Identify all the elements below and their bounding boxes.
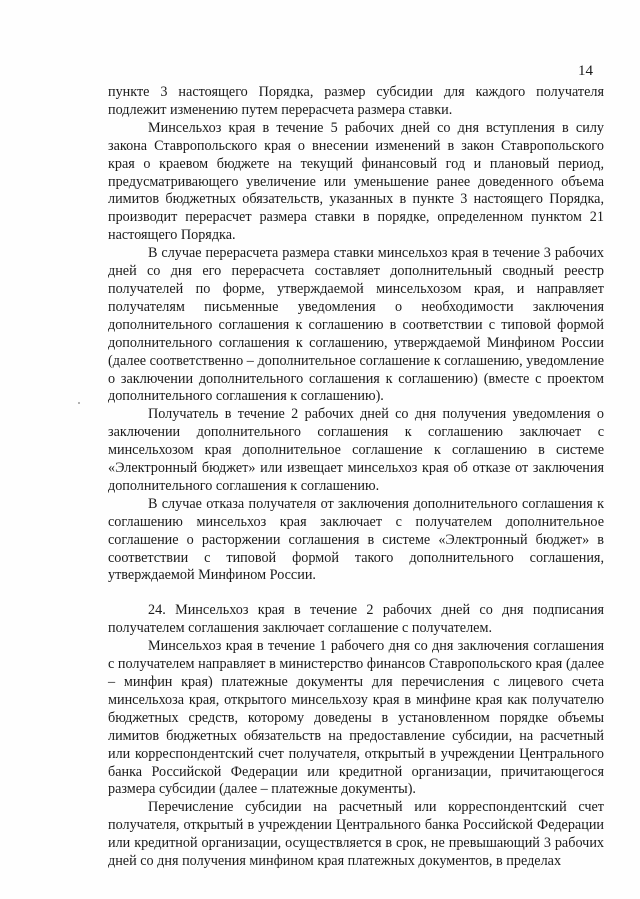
paragraph-continuation: пункте 3 настоящего Порядка, размер субсидии для каждого получателя подлежит изменению путем перерасчета размера ставки. [108,84,604,118]
document-body [108,84,604,871]
paragraph-refusal: В случае отказа получателя от заключения дополнительного соглашения к соглашению минсельхоз края заключает с получателем дополнительное соглашение о расторжении соглашения в системе «Электронный бюджет» в соответствии с типовой формой такого дополнительного соглашения, утверждаемой Минфином России. [108,495,604,584]
section-gap [108,585,604,602]
paragraph-recipient-agreement: Получатель в течение 2 рабочих дней со дня получения уведомления о заключении дополнительного соглашения к соглашению заключает с минсельхозом края дополнительное соглашение к соглашению в системе «Электронный бюджет» или извещает минсельхоз края об отказе от заключения дополнительного соглашения к соглашению. [108,406,604,494]
scan-speck [78,402,80,404]
page-number: 14 [578,63,593,79]
paragraph-recalculation-order: Минсельхоз края в течение 5 рабочих дней со дня вступления в силу закона Ставропольского края о внесении изменений в закон Ставропольского края о краевом бюджете на текущий финансовый год и плановый период, предусматривающего увеличение или уменьшение ранее доведенного объема лимитов бюджетных обязательств, указанных в пункте 3 настоящего Порядка, производит перерасчет размера ставки в порядке, определенном пунктом 21 настоящего Порядка. [108,119,604,244]
paragraph-transfer-terms: Перечисление субсидии на расчетный или корреспондентский счет получателя, открытый в учреждении Центрального банка Российской Федерации или кредитной организации, осуществляется в срок, не превышающий 3 рабочих дней со дня получения минфином края платежных документов, в пределах [108,799,604,870]
paragraph-payment-documents: Минсельхоз края в течение 1 рабочего дня со дня заключения соглашения с получателем направляет в министерство финансов Ставропольского края (далее – минфин края) платежные документы для перечисления с лицевого счета минсельхоза края, открытого минсельхозу края в минфине края как получателю бюджетных средств, которому доведены в установленном порядке объемы лимитов бюджетных обязательств на предоставление субсидии, на расчетный или корреспондентский счет получателя, открытый в учреждении Центрального банка Российской Федерации или кредитной организации, причитающегося размера субсидии (далее – платежные документы). [108,638,604,798]
paragraph-additional-register: В случае перерасчета размера ставки минсельхоз края в течение 3 рабочих дней со дня его перерасчета составляет дополнительный сводный реестр получателей по форме, утверждаемой минсельхозом края, и направляет получателям письменные уведомления о необходимости заключения дополнительного соглашения к соглашению в соответствии с типовой формой дополнительного соглашения к соглашению, утверждаемой Минфином России (далее соответственно – дополнительное соглашение к соглашению, уведомление о заключении дополнительного соглашения к соглашению) (вместе с проектом дополнительного соглашения к соглашению). [108,245,604,405]
paragraph-item-24: 24. Минсельхоз края в течение 2 рабочих дней со дня подписания получателем соглашения заключает соглашение с получателем. [108,602,604,637]
